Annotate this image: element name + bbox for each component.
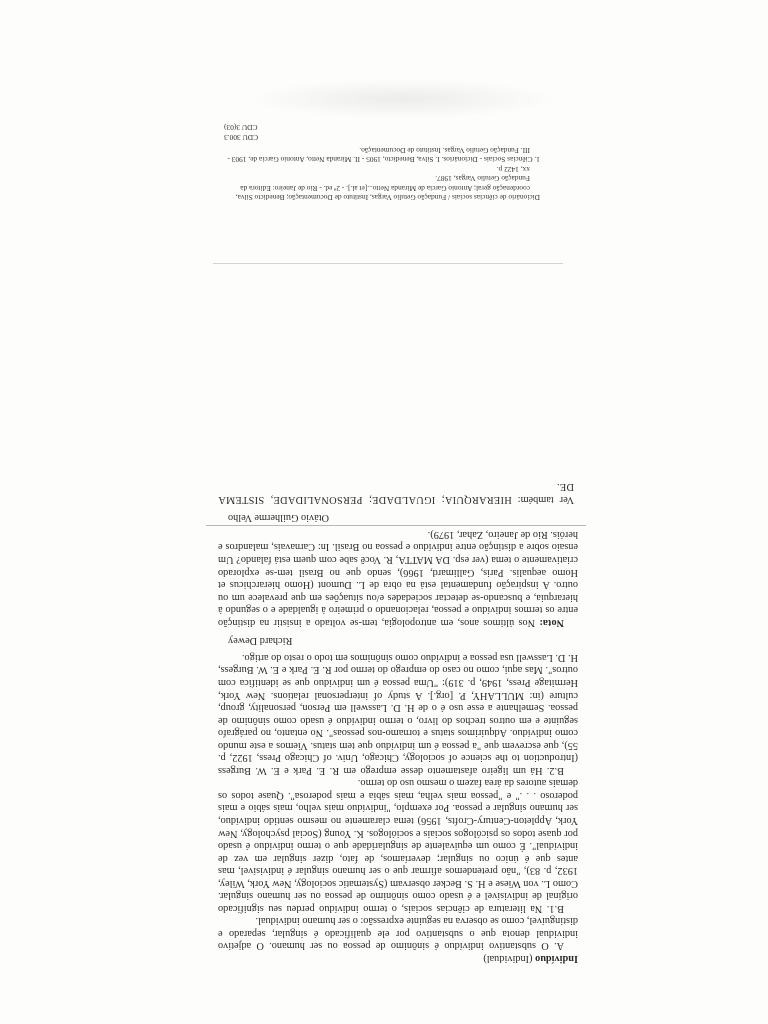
entry-note [218, 527, 578, 627]
entry-heading [218, 951, 578, 964]
entry-paragraph-b1: B.1. Na literatura de ciências sociais, o termo indivíduo perdeu seu significado original de indivisível e é usado como sinônimo de pessoa ou ser humano singular. Como L. von Wiese e H. S. Becker observam (Systematic sociology, New York, Wiley, 1932, p. 83), "não pretendemos afirmar que o ser humano singular é indivisível, mas antes que é único ou singular; deveríamos, de fato, dizer singular em vez de indivídual". É como um equivalente de singularidade que o termo indivíduo é usado por quase todos os psicólogos sociais e sociólogos. K. Young (Social psychology, New York, Appleton-Century-Crofts, 1956) tema claramente no mesmo sentido indivíduo, ser humano singular e pessoa. Por exemplo, "indivíduo mais velho, mais sábio e mais poderoso . . ." e "pessoa mais velha, mais sábia e mais poderosa". Quase todos os demais autores da área fazem o mesmo uso do termo. [218, 777, 578, 914]
entry-paragraph-b2: B.2. Há um ligeiro afastamento desse emprego em R. E. Park e E. W. Burgess (Introduction to the science of sociology, Chicago, Univ. of Chicago Press, 1922, p. 55), que escrevem que "a pessoa é um indivíduo que tem status. Viemos a este mundo como indivíduo. Adquirimos status e tornamo-nos pessoas". No entanto, no parágrafo seguinte e em outros trechos do livro, o termo indivíduo é usado como sinônimo de pessoa. Semelhante a esse uso é o de H. D. Lasswell em Person, personality, group, culture (in: MULLAHY, P. [org.]. A study of interpersonal relations. New York, Hermitage Press, 1949, p. 319): "Uma pessoa é um indivíduo que se identifica com outros". Mas aqui, como no caso do emprego do termo por R. E. Park e E. W. Burgess, H. D. Lasswell usa pessoa e indivíduo como sinônimos em todo o resto do artigo. [218, 651, 578, 776]
see-also-label: Ver também: [517, 493, 574, 505]
catalog-card-cdu-2: CDU 3(03) [224, 123, 258, 133]
scan-smudge [248, 79, 558, 119]
catalog-card-cdu-1: CDU 300.3 [224, 132, 259, 142]
note-text: Nos últimos anos, em antropologia, tem-se voltado a insistir na distinção entre os termos indivíduo e pessoa, relacionando o primeiro à igualdade e o segundo à hierarquia, e buscando-se detectar sociedades e/ou situações em que prevalece um ou outro. A inspiração fundamental está na obra de L. Dumont (Homo hierarchicus et Homo aequalis. Paris, Gallimard, 1966), sendo que no Brasil tem-se explorado criativamente o tema (ver esp. DA MATTA, R. Você sabe com quem está falando? Um ensaio sobre a distinção entre indivíduo e pessoa no Brasil. In: Carnavais, malandros e heróis. Rio de Janeiro, Zahar, 1979). [218, 528, 578, 628]
entry-headword: Indivíduo [535, 953, 578, 964]
page-edge-line [213, 263, 563, 264]
catalog-card-extent: xx, 1422 p. [496, 164, 530, 174]
entry-author-1: Richard Dewey [228, 635, 293, 647]
entry-see-also [218, 480, 578, 505]
catalog-card [218, 123, 540, 202]
entry-paragraph-a: A. O substantivo indivíduo é sinônimo de pessoa ou ser humano. O adjetivo individual denota que o substantivo por ele qualificado é singular, separado e distinguível, como se observa na seguinte expressão: o ser humano individual. [218, 915, 578, 952]
dictionary-entry [218, 480, 578, 964]
entry-headword-gloss: (Individual) [483, 953, 533, 964]
catalog-card-main: Dicionário de ciências sociais / Fundação Getulio Vargas, Instituto de Documentação; Benedicto Silva, coordenação geral; Antonio Garcia de Miranda Netto...[et al.]. - 2ª ed. - Rio de Janeiro: Editora da Fundação Getulio Vargas, 1987. [235, 174, 540, 202]
see-also-terms: HIERARQUIA; IGUALDADE; PERSONALIDADE, SISTEMA DE. [217, 481, 574, 505]
column-cut-line [206, 525, 586, 526]
note-label: Nota: [539, 616, 564, 628]
catalog-card-subjects: 1. Ciências Sociais - Dicionários. I. Silva, Benedicto, 1905 - II. Miranda Netto, Antonio Garcia de, 1903 - III. Fundação Getulio Vargas. Instituto de Documentação. [227, 145, 540, 165]
entry-author-2: Otávio Guilherme Velho [228, 512, 330, 524]
